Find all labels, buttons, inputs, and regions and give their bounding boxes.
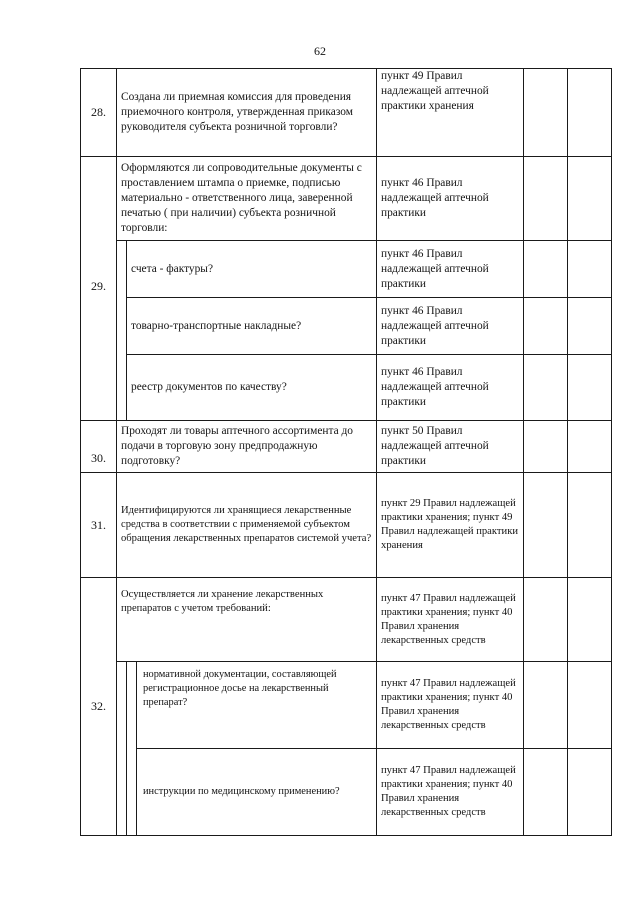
reference-text: пункт 50 Правил надлежащей аптечной практики bbox=[377, 421, 524, 473]
answer-cell-no[interactable] bbox=[568, 749, 612, 836]
checklist-table bbox=[80, 68, 612, 836]
answer-cell-no[interactable] bbox=[568, 473, 612, 578]
reference-text: пункт 47 Правил надлежащей практики хранения; пункт 40 Правил хранения лекарственных средств bbox=[377, 662, 524, 749]
reference-text: пункт 46 Правил надлежащей аптечной практики bbox=[377, 157, 524, 241]
table-row bbox=[81, 662, 612, 749]
answer-cell-yes[interactable] bbox=[524, 355, 568, 421]
answer-cell-no[interactable] bbox=[568, 421, 612, 473]
reference-text: пункт 47 Правил надлежащей практики хранения; пункт 40 Правил хранения лекарственных средств bbox=[377, 578, 524, 662]
answer-cell-no[interactable] bbox=[568, 157, 612, 241]
sub-question-text: инструкции по медицинскому применению? bbox=[137, 749, 377, 836]
answer-cell-no[interactable] bbox=[568, 298, 612, 355]
table-row bbox=[81, 421, 612, 473]
answer-cell-no[interactable] bbox=[568, 355, 612, 421]
indent-cell bbox=[117, 241, 127, 421]
table-row bbox=[81, 578, 612, 662]
answer-cell-yes[interactable] bbox=[524, 421, 568, 473]
answer-cell-no[interactable] bbox=[568, 578, 612, 662]
answer-cell-yes[interactable] bbox=[524, 298, 568, 355]
answer-cell-yes[interactable] bbox=[524, 473, 568, 578]
answer-cell-yes[interactable] bbox=[524, 69, 568, 157]
question-text: Создана ли приемная комиссия для проведения приемочного контроля, утвержденная приказом руководителя субъекта розничной торговли? bbox=[117, 69, 377, 157]
sub-question-text: товарно-транспортные накладные? bbox=[127, 298, 377, 355]
table-row bbox=[81, 355, 612, 421]
table-row bbox=[81, 749, 612, 836]
question-text: Осуществляется ли хранение лекарственных препаратов с учетом требований: bbox=[117, 578, 377, 662]
sub-question-text: нормативной документации, составляющей регистрационное досье на лекарственный препарат? bbox=[137, 662, 377, 749]
question-text: Оформляются ли сопроводительные документы с проставлением штампа о приемке, подписью материально - ответственного лица, заверенной печатью ( при наличии) субъекта розничной торговли: bbox=[117, 157, 377, 241]
question-text: Проходят ли товары аптечного ассортимента до подачи в торговую зону предпродажную подготовку? bbox=[117, 421, 377, 473]
sub-question-text: счета - фактуры? bbox=[127, 241, 377, 298]
sub-question-text: реестр документов по качеству? bbox=[127, 355, 377, 421]
table-row bbox=[81, 241, 612, 298]
table-row bbox=[81, 69, 612, 157]
answer-cell-yes[interactable] bbox=[524, 157, 568, 241]
row-number: 31. bbox=[81, 473, 117, 578]
answer-cell-yes[interactable] bbox=[524, 662, 568, 749]
row-number: 28. bbox=[81, 69, 117, 157]
answer-cell-no[interactable] bbox=[568, 241, 612, 298]
answer-cell-yes[interactable] bbox=[524, 578, 568, 662]
indent-cell bbox=[117, 662, 127, 836]
page-number: 62 bbox=[314, 44, 326, 58]
answer-cell-no[interactable] bbox=[568, 69, 612, 157]
table-row bbox=[81, 473, 612, 578]
reference-text: пункт 47 Правил надлежащей практики хранения; пункт 40 Правил хранения лекарственных средств bbox=[377, 749, 524, 836]
answer-cell-yes[interactable] bbox=[524, 241, 568, 298]
table-row bbox=[81, 298, 612, 355]
answer-cell-yes[interactable] bbox=[524, 749, 568, 836]
answer-cell-no[interactable] bbox=[568, 662, 612, 749]
table-row bbox=[81, 157, 612, 241]
reference-text: пункт 46 Правил надлежащей аптечной практики bbox=[377, 298, 524, 355]
reference-text: пункт 46 Правил надлежащей аптечной практики bbox=[377, 355, 524, 421]
row-number: 30. bbox=[81, 421, 117, 473]
question-text: Идентифицируются ли хранящиеся лекарственные средства в соответствии с применяемой субъектом обращения лекарственных препаратов системой учета? bbox=[117, 473, 377, 578]
reference-text: пункт 49 Правил надлежащей аптечной практики хранения bbox=[377, 69, 524, 157]
reference-text: пункт 46 Правил надлежащей аптечной практики bbox=[377, 241, 524, 298]
row-number: 32. bbox=[81, 578, 117, 836]
reference-text: пункт 29 Правил надлежащей практики хранения; пункт 49 Правил надлежащей практики хранения bbox=[377, 473, 524, 578]
row-number: 29. bbox=[81, 157, 117, 421]
indent-cell bbox=[127, 662, 137, 836]
